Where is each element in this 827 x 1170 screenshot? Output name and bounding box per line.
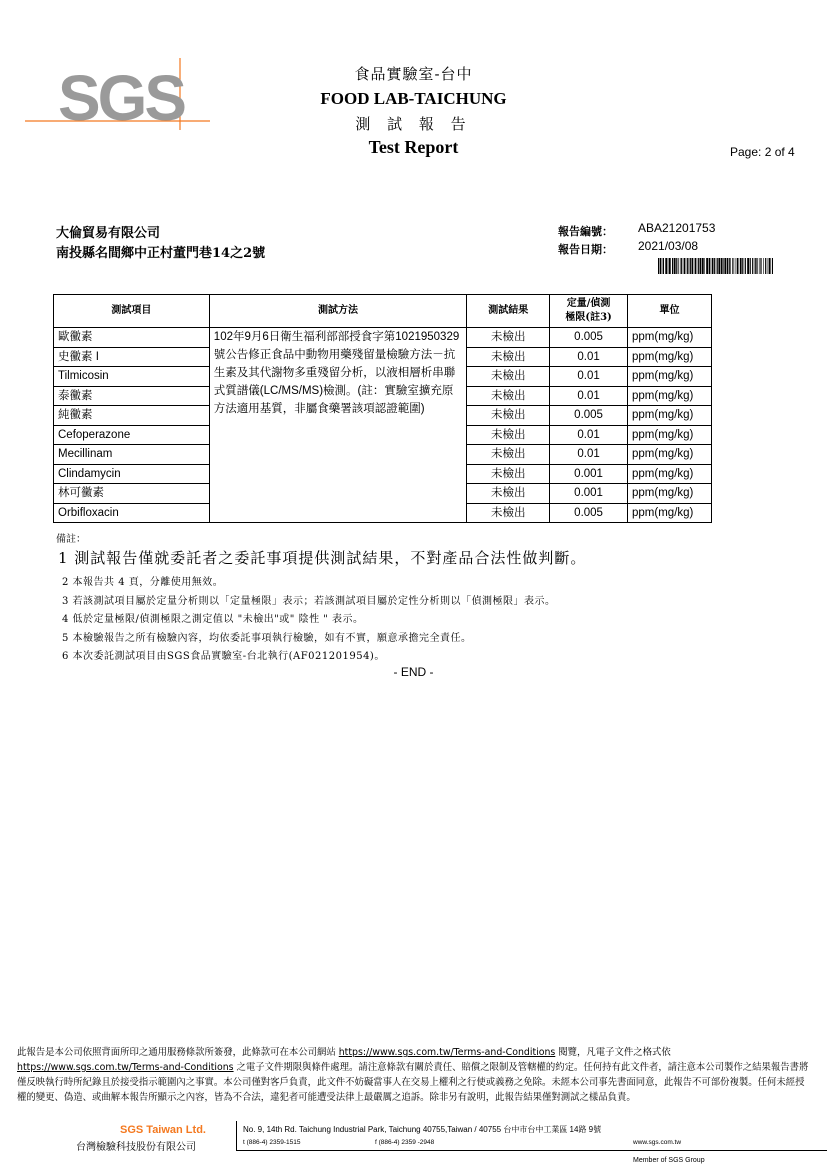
note-6: 6 本次委託測試項目由SGS食品實驗室-台北執行(AF021201954)。 [62,651,385,662]
company-name-zh: 台灣檢驗科技股份有限公司 [76,1142,196,1153]
svg-text:SGS: SGS [58,62,186,130]
test-limit: 0.01 [550,386,628,406]
lab-name-en: FOOD LAB-TAICHUNG [320,89,507,108]
test-result: 未檢出 [467,425,550,445]
test-item: 林可黴素 [54,484,210,504]
note-5: 5 本檢驗報告之所有檢驗內容，均依委託事項執行檢驗，如有不實，願意承擔完全責任。 [62,633,472,644]
test-item: Cefoperazone [54,425,210,445]
header-method: 測試方法 [209,295,467,328]
disclaimer-part-b: 閱覽，凡電子文件之格式依 [555,1047,671,1058]
test-method: 102年9月6日衛生福利部部授食字第1021950329號公告修正食品中動物用藥殘留量檢驗方法－抗生素及其代謝物多重殘留分析，以液相層析串聯式質譜儀(LC/MS/MS)檢測。(註：實驗室擴充原方法適用基質，非屬食藥署該項認證範圍) [209,328,467,523]
barcode [658,258,773,274]
report-no: ABA21201753 [638,221,716,235]
test-limit: 0.01 [550,425,628,445]
test-result: 未檢出 [467,328,550,348]
test-item: 歐黴素 [54,328,210,348]
test-item: Tilmicosin [54,367,210,387]
test-unit: ppm(mg/kg) [628,464,712,484]
test-item: Mecillinam [54,445,210,465]
disclaimer-part-c: 之電子文件期限與條件處理。請注意條款有關於責任、賠償之限制及管轄權的約定。任何持有此文件者，請注意本公司製作之結果報告書將僅反映執行時所紀錄且於接受指示範圍內之事實。本公司僅對客戶負責，此文件不妨礙當事人在交易上權利之行使或義務之免除。未經本公司事先書面同意，此報告不可部份複製。任何未經授權的變更、偽造、或曲解本報告所顯示之內容，皆為不合法，違犯者可能遭受法律上最嚴厲之追訴。除非另有說明，此報告結果僅對測試之樣品負責。 [17,1062,809,1103]
report-date: 2021/03/08 [638,239,699,253]
test-item: 泰黴素 [54,386,210,406]
terms-link[interactable]: https://www.sgs.com.tw/Terms-and-Conditions [338,1047,556,1058]
test-unit: ppm(mg/kg) [628,386,712,406]
test-unit: ppm(mg/kg) [628,328,712,348]
company-fax: f (886-4) 2359 -2948 [375,1139,435,1146]
company-website[interactable]: www.sgs.com.tw [633,1139,682,1146]
client-name: 大倫貿易有限公司 [56,226,161,241]
report-title-en: Test Report [368,137,459,157]
note-2: 2 本報告共 4 頁，分離使用無效。 [62,577,224,588]
test-item: 純黴素 [54,406,210,426]
test-unit: ppm(mg/kg) [628,347,712,367]
end-marker: - END - [393,665,434,679]
test-result: 未檢出 [467,367,550,387]
test-limit: 0.001 [550,464,628,484]
test-result: 未檢出 [467,464,550,484]
report-title-zh: 測 試 報 告 [355,115,472,133]
test-unit: ppm(mg/kg) [628,367,712,387]
notes-title: 備註： [56,534,86,545]
lab-name-zh: 食品實驗室-台中 [354,65,473,83]
test-item: 史黴素 I [54,347,210,367]
test-unit: ppm(mg/kg) [628,425,712,445]
test-result: 未檢出 [467,484,550,504]
company-name-en: SGS Taiwan Ltd. [120,1124,206,1136]
test-result: 未檢出 [467,347,550,367]
table-header-row [54,295,712,328]
terms-link-2[interactable]: https://www.sgs.com.tw/Terms-and-Conditions [17,1062,234,1073]
test-limit: 0.005 [550,406,628,426]
test-item: Orbifloxacin [54,503,210,523]
note-1: 1 測試報告僅就委託者之委託事項提供測試結果，不對產品合法性做判斷。 [58,549,587,567]
disclaimer [17,1045,812,1105]
test-unit: ppm(mg/kg) [628,445,712,465]
test-unit: ppm(mg/kg) [628,503,712,523]
report-no-label: 報告編號： [558,225,613,238]
test-limit: 0.01 [550,367,628,387]
company-address: No. 9, 14th Rd. Taichung Industrial Park, Taichung 40755,Taiwan / 40755 台中市台中工業區 14路 9號 [243,1125,602,1134]
client-address: 南投縣名間鄉中正村董門巷14之2號 [56,246,266,261]
test-result: 未檢出 [467,406,550,426]
test-limit: 0.01 [550,347,628,367]
header-item: 測試項目 [54,295,210,328]
test-result: 未檢出 [467,386,550,406]
report-date-label: 報告日期： [558,243,613,256]
note-3: 3 若該測試項目屬於定量分析則以「定量極限」表示；若該測試項目屬於定性分析則以「偵測極限」表示。 [62,596,556,607]
header-unit: 單位 [628,295,712,328]
member-text: Member of SGS Group [633,1157,705,1164]
test-unit: ppm(mg/kg) [628,406,712,426]
company-tel: t (886-4) 2359-1515 [243,1139,301,1146]
page-number: Page: 2 of 4 [730,145,795,159]
footer-divider [236,1121,237,1151]
test-limit: 0.001 [550,484,628,504]
test-item: Clindamycin [54,464,210,484]
test-limit: 0.005 [550,328,628,348]
disclaimer-part-a: 此報告是本公司依照背面所印之通用服務條款所簽發，此條款可在本公司網站 [17,1047,339,1058]
test-unit: ppm(mg/kg) [628,484,712,504]
test-limit: 0.005 [550,503,628,523]
footer-rule [236,1150,827,1151]
test-result: 未檢出 [467,445,550,465]
test-result: 未檢出 [467,503,550,523]
results-table [53,294,712,523]
table-row [54,328,712,348]
note-4: 4 低於定量極限/偵測極限之測定值以 "未檢出"或" 陰性 " 表示。 [62,614,364,625]
header-result: 測試結果 [467,295,550,328]
header-limit: 定量/偵測 極限(註3) [550,295,628,328]
test-limit: 0.01 [550,445,628,465]
